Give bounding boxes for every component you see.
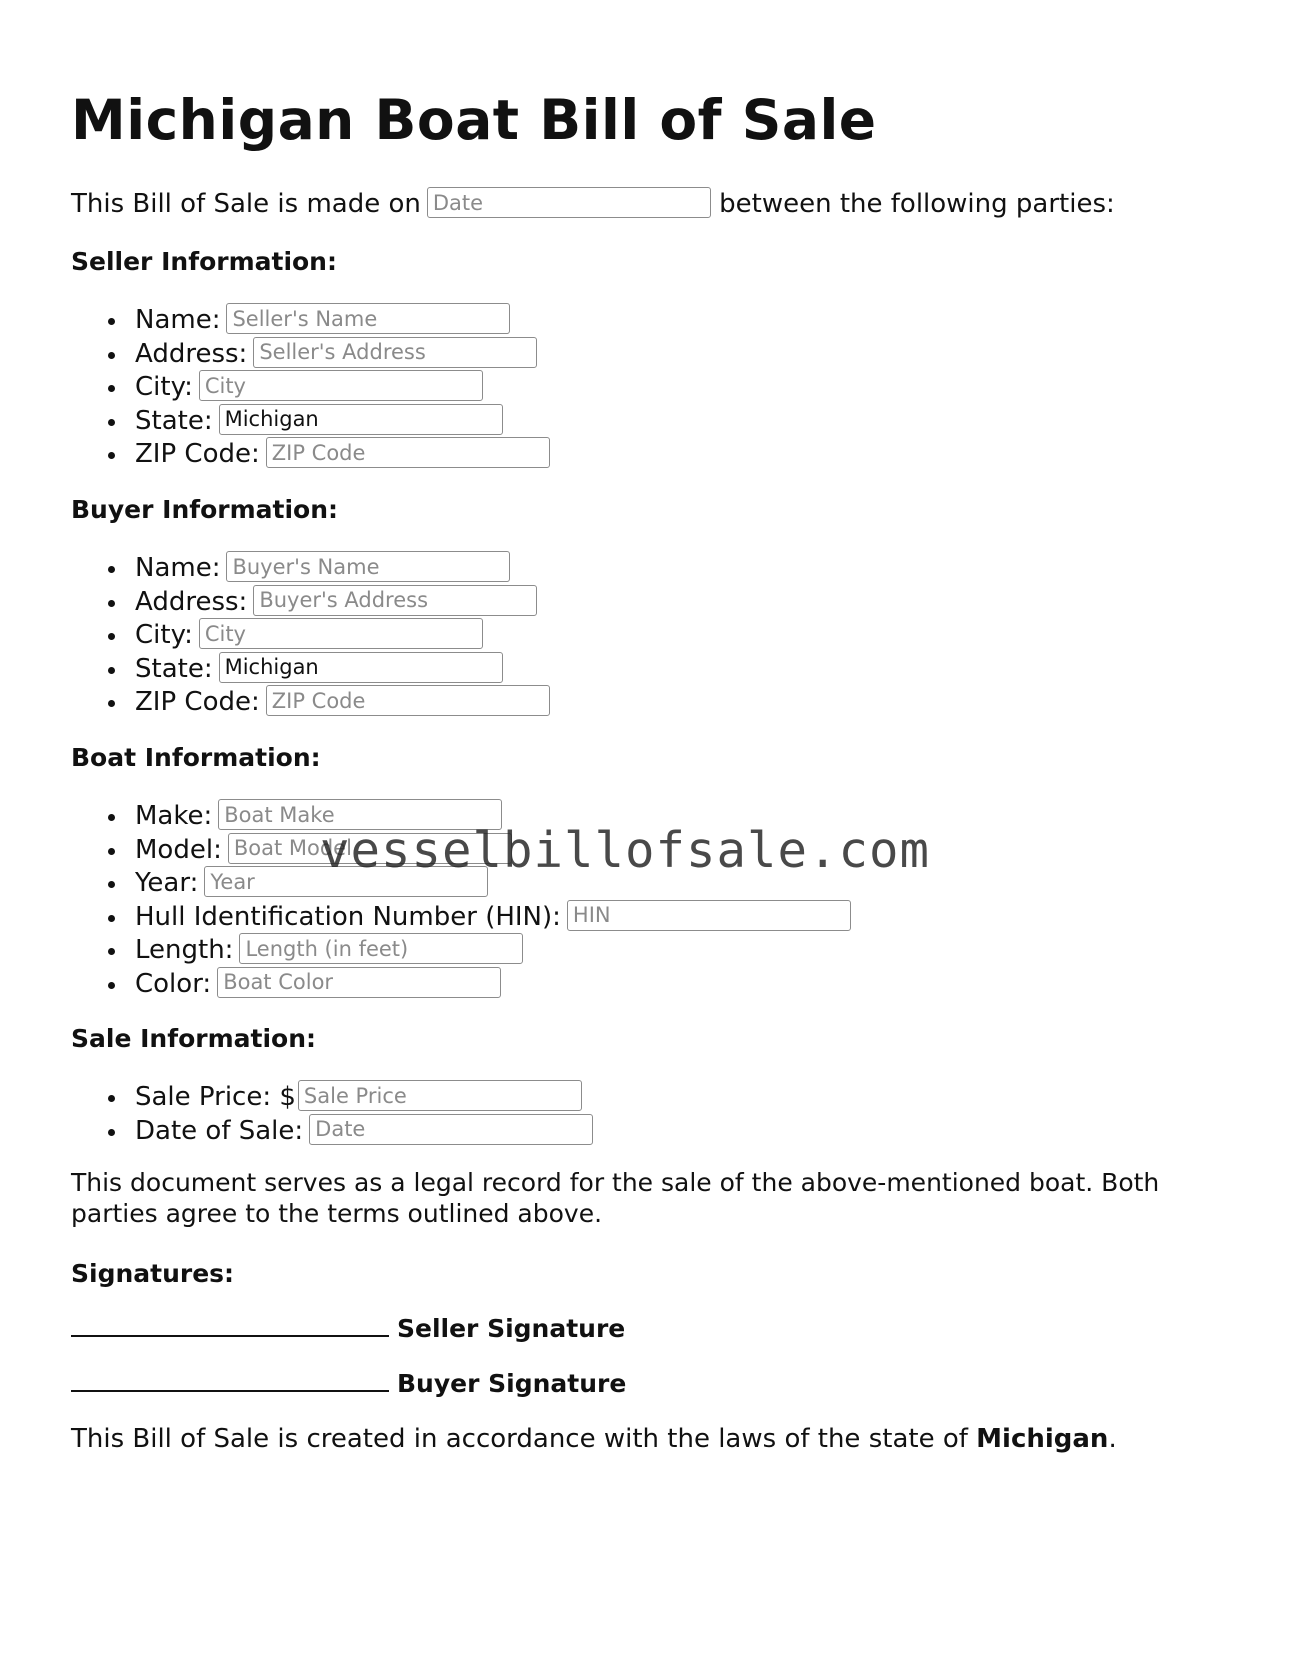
seller-name-item — [71, 304, 550, 338]
sale-price-label: Sale Price: $ — [135, 1082, 296, 1112]
sale-fields — [71, 1081, 593, 1148]
buyer-city-item — [71, 619, 550, 653]
buyer-state-label: State: — [135, 653, 213, 684]
buyer-name-label: Name: — [135, 553, 221, 583]
boat-fields — [71, 800, 851, 1001]
footer-text-after: . — [1108, 1424, 1117, 1454]
seller-signature-field[interactable] — [71, 1308, 389, 1337]
sale-heading: Sale Information: — [71, 1024, 316, 1053]
boat-make-item — [71, 800, 851, 834]
buyer-signature-line — [71, 1363, 626, 1398]
boat-color-label: Color: — [135, 968, 212, 999]
seller-address-label: Address: — [135, 338, 248, 369]
watermark-text: vesselbillofsale.com — [320, 822, 931, 879]
sale-date-input[interactable] — [309, 1114, 593, 1145]
boat-length-label: Length: — [135, 935, 234, 965]
page-title: Michigan Boat Bill of Sale — [71, 88, 877, 152]
agreement-date-input[interactable] — [427, 187, 711, 218]
seller-address-input[interactable] — [253, 337, 537, 368]
seller-state-label: State: — [135, 405, 213, 436]
buyer-name-input[interactable] — [226, 551, 510, 582]
sale-price-item — [71, 1081, 593, 1115]
intro-text-before: This Bill of Sale is made on — [71, 189, 421, 219]
boat-year-input[interactable] — [204, 866, 488, 897]
intro-line — [71, 188, 1115, 220]
footer-line — [71, 1423, 1117, 1455]
buyer-state-input[interactable] — [219, 652, 503, 683]
buyer-zip-item — [71, 686, 550, 720]
buyer-city-input[interactable] — [199, 618, 483, 649]
buyer-city-label: City: — [135, 620, 193, 650]
seller-zip-input[interactable] — [266, 437, 550, 468]
boat-hin-item — [71, 901, 851, 935]
sale-price-input[interactable] — [298, 1080, 582, 1111]
seller-name-label: Name: — [135, 305, 221, 335]
footer-text-before: This Bill of Sale is created in accordance with the laws of the state of — [71, 1424, 968, 1454]
boat-color-input[interactable] — [217, 967, 501, 998]
seller-address-item — [71, 338, 550, 372]
seller-signature-label: Seller Signature — [397, 1314, 626, 1343]
sale-date-label: Date of Sale: — [135, 1115, 304, 1146]
footer-state: Michigan — [976, 1424, 1109, 1454]
buyer-zip-input[interactable] — [266, 685, 550, 716]
boat-model-input[interactable] — [228, 833, 512, 864]
boat-hin-input[interactable] — [567, 900, 851, 931]
boat-make-label: Make: — [135, 801, 213, 831]
buyer-address-input[interactable] — [253, 585, 537, 616]
seller-zip-label: ZIP Code: — [135, 439, 260, 469]
seller-zip-item — [71, 438, 550, 472]
boat-year-item — [71, 867, 851, 901]
buyer-state-item — [71, 653, 550, 687]
buyer-name-item — [71, 552, 550, 586]
seller-signature-line — [71, 1308, 625, 1343]
seller-name-input[interactable] — [226, 303, 510, 334]
seller-city-item — [71, 371, 550, 405]
sale-date-item — [71, 1115, 593, 1149]
seller-city-label: City: — [135, 372, 193, 402]
buyer-heading: Buyer Information: — [71, 495, 339, 524]
buyer-fields — [71, 552, 550, 720]
boat-make-input[interactable] — [218, 799, 502, 830]
buyer-zip-label: ZIP Code: — [135, 687, 260, 717]
buyer-address-item — [71, 586, 550, 620]
legal-statement: This document serves as a legal record for the sale of the above-mentioned boat. Both parties agree to the terms outlined above. — [71, 1168, 1160, 1228]
seller-heading: Seller Information: — [71, 247, 337, 276]
boat-length-item — [71, 934, 851, 968]
intro-text-after: between the following parties: — [719, 189, 1115, 219]
boat-heading: Boat Information: — [71, 743, 321, 772]
signatures-heading: Signatures: — [71, 1259, 235, 1288]
boat-model-label: Model: — [135, 834, 222, 865]
boat-year-label: Year: — [135, 868, 199, 898]
buyer-signature-label: Buyer Signature — [397, 1369, 627, 1398]
boat-length-input[interactable] — [239, 933, 523, 964]
seller-state-input[interactable] — [219, 404, 503, 435]
buyer-signature-field[interactable] — [71, 1363, 389, 1392]
boat-model-item — [71, 834, 851, 868]
boat-color-item — [71, 968, 851, 1002]
buyer-address-label: Address: — [135, 586, 248, 617]
seller-state-item — [71, 405, 550, 439]
seller-fields — [71, 304, 550, 472]
boat-hin-label: Hull Identification Number (HIN): — [135, 901, 561, 932]
seller-city-input[interactable] — [199, 370, 483, 401]
